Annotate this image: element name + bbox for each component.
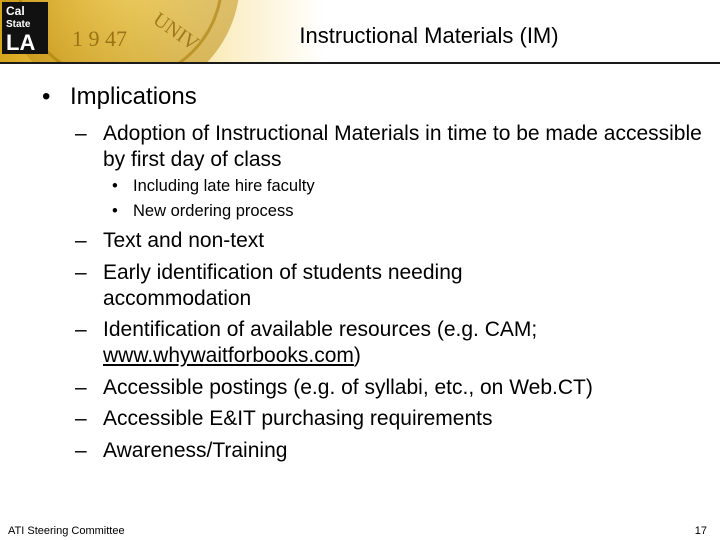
dash-icon: – xyxy=(75,229,87,252)
subitem-text: Accessible postings (e.g. of syllabi, etc., on Web.CT) xyxy=(103,376,593,399)
subitem-text: Early identification of students needing accommodation xyxy=(103,261,463,310)
bullet-dot-icon: • xyxy=(42,83,51,110)
svg-text:1 9 47: 1 9 47 xyxy=(72,26,127,51)
dash-icon: – xyxy=(75,261,87,284)
svg-text:Cal: Cal xyxy=(6,4,25,18)
resources-text: Identification of available resources (e.g. CAM; xyxy=(103,318,538,341)
bullet-dot-icon: • xyxy=(112,202,118,220)
slide-title: Instructional Materials (IM) xyxy=(299,23,559,48)
whywaitforbooks-link[interactable]: www.whywaitforbooks.com xyxy=(103,344,354,367)
dash-icon: – xyxy=(75,407,87,430)
svg-text:State: State xyxy=(6,19,31,30)
subitem-text: Text and non-text xyxy=(103,229,265,252)
page-number: 17 xyxy=(694,525,707,537)
footer-label: ATI Steering Committee xyxy=(8,525,125,537)
resources-text-end: ) xyxy=(353,344,361,367)
subitem-text: Awareness/Training xyxy=(103,439,288,462)
dash-icon: – xyxy=(75,122,87,145)
subitem-text: Adoption of Instructional Materials in time to be made accessible by first day of class xyxy=(103,122,702,171)
subitem-text: Accessible E&IT purchasing requirements xyxy=(103,407,493,430)
svg-text:LA: LA xyxy=(6,30,36,55)
subsubitem-text: Including late hire faculty xyxy=(133,177,315,195)
bullet-text: Implications xyxy=(70,83,197,110)
dash-icon: – xyxy=(75,439,87,462)
subitem-text xyxy=(103,317,623,369)
bullet-dot-icon: • xyxy=(112,177,118,195)
svg-text:UNIV: UNIV xyxy=(148,8,203,56)
dash-icon: – xyxy=(75,318,87,341)
subsubitem-text: New ordering process xyxy=(133,202,294,220)
dash-icon: – xyxy=(75,376,87,399)
